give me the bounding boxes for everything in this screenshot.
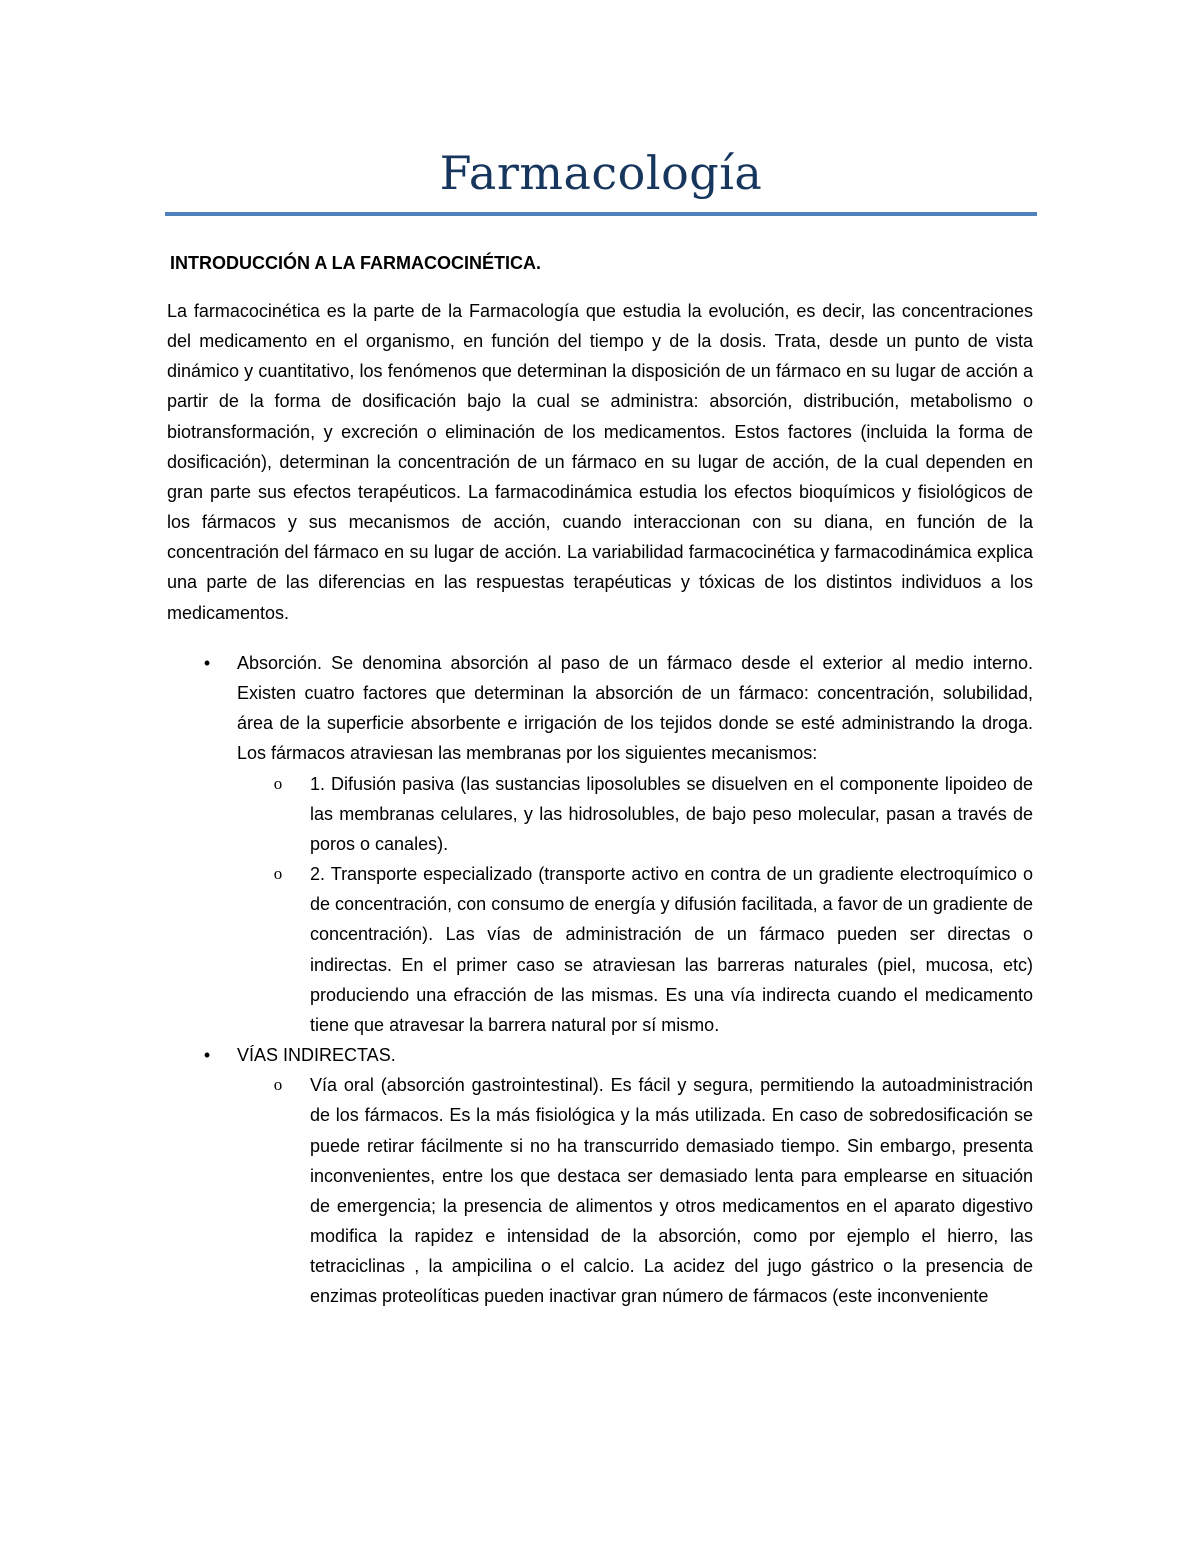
sub-list-item-text: 2. Transporte especializado (transporte activo en contra de un gradiente electroquímico o de concentración, con consumo de energía y difusión facilitada, a favor de un gradiente de concentración). Las vías de administración de un fármaco pueden ser directas o indirectas. En el primer caso se atraviesan las barreras naturales (piel, mucosa, etc) produciendo una efracción de las mismas. Es una vía indirecta cuando el medicamento tiene que atravesar la barrera natural por sí mismo. xyxy=(310,864,1033,1035)
bullet-icon: • xyxy=(203,653,211,673)
sub-list xyxy=(237,1070,1033,1311)
document-title: Farmacología xyxy=(439,146,763,200)
list-item-text: VÍAS INDIRECTAS. xyxy=(237,1045,396,1066)
sub-bullet-icon: o xyxy=(273,1075,283,1095)
intro-paragraph: La farmacocinética es la parte de la Farmacología que estudia la evolución, es decir, las concentraciones del medicamento en el organismo, en función del tiempo y de la dosis. Trata, desde un punto de vista dinámico y cuantitativo, los fenómenos que determinan la disposición de un fármaco en su lugar de acción a partir de la forma de dosificación bajo la cual se administra: absorción, distribución, metabolismo o biotransformación, y excreción o eliminación de los medicamentos. Estos factores (incluida la forma de dosificación), determinan la concentración de un fármaco en su lugar de acción, de la cual dependen en gran parte sus efectos terapéuticos. La farmacodinámica estudia los efectos bioquímicos y fisiológicos de los fármacos y sus mecanismos de acción, cuando interaccionan con su diana, en función de la concentración del fármaco en su lugar de acción. La variabilidad farmacocinética y farmacodinámica explica una parte de las diferencias en las respuestas terapéuticas y tóxicas de los distintos individuos a los medicamentos. xyxy=(167,301,1033,623)
list-item-vias-indirectas xyxy=(167,1040,1033,1311)
bullet-list xyxy=(167,648,1033,1311)
bullet-icon: • xyxy=(203,1045,211,1066)
sub-list-item xyxy=(237,1070,1033,1311)
sub-list xyxy=(237,769,1033,1040)
title-underline xyxy=(165,212,1037,216)
list-item-absorcion xyxy=(167,648,1033,1040)
sub-bullet-icon: o xyxy=(273,773,283,793)
sub-list-item-text: 1. Difusión pasiva (las sustancias liposolubles se disuelven en el componente lipoideo de las membranas celulares, y las hidrosolubles, de bajo peso molecular, pasan a través de poros o canales). xyxy=(310,773,1033,854)
sub-list-item xyxy=(237,859,1033,1040)
sub-list-item-text: Vía oral (absorción gastrointestinal). Es fácil y segura, permitiendo la autoadministración de los fármacos. Es la más fisiológica y la más utilizada. En caso de sobredosificación se puede retirar fácilmente si no ha transcurrido demasiado tiempo. Sin embargo, presenta inconvenientes, entre los que destaca ser demasiado lenta para emplearse en situación de emergencia; la presencia de alimentos y otros medicamentos en el aparato digestivo modifica la rapidez e intensidad de la absorción, como por ejemplo el hierro, las tetraciclinas , la ampicilina o el calcio. La acidez del jugo gástrico o la presencia de enzimas proteolíticas pueden inactivar gran número de fármacos (este inconveniente xyxy=(310,1075,1033,1307)
section-heading: INTRODUCCIÓN A LA FARMACOCINÉTICA. xyxy=(170,253,541,273)
sub-list-item xyxy=(237,769,1033,859)
list-item-text: Absorción. Se denomina absorción al paso de un fármaco desde el exterior al medio interno. Existen cuatro factores que determinan la absorción de un fármaco: concentración, solubilidad, área de la superficie absorbente e irrigación de los tejidos donde se esté administrando la droga. Los fármacos atraviesan las membranas por los siguientes mecanismos: xyxy=(237,653,1033,764)
sub-bullet-icon: o xyxy=(273,864,283,884)
